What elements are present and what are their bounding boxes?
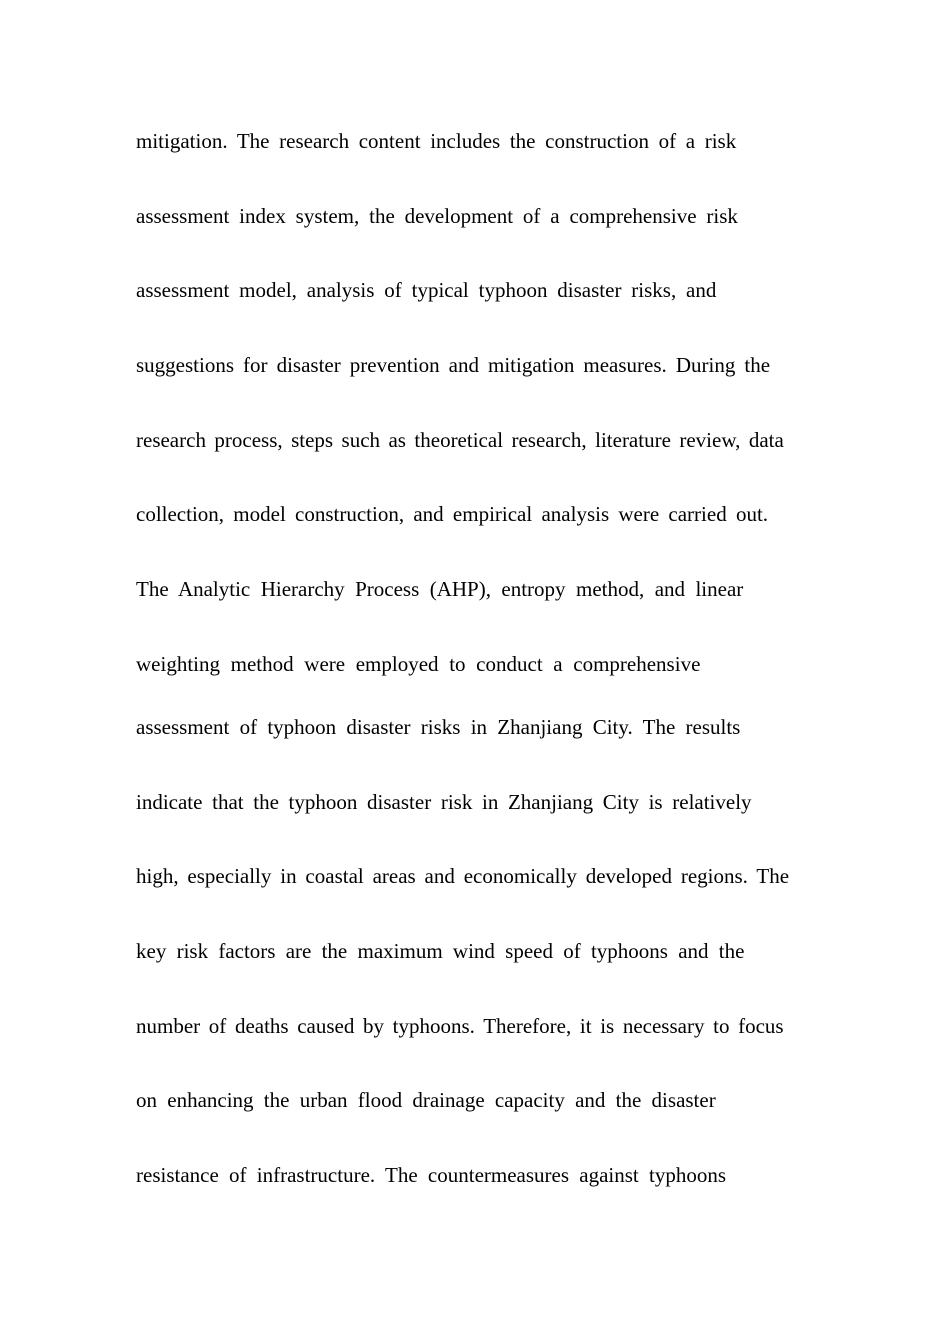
text-line: key risk factors are the maximum wind speed of typhoons and the [136,939,745,963]
text-line: assessment index system, the development of a comprehensive risk [136,204,738,228]
text-line: on enhancing the urban flood drainage capacity and the disaster [136,1088,716,1112]
text-line: number of deaths caused by typhoons. Therefore, it is necessary to focus [136,1014,784,1038]
text-line: research process, steps such as theoretical research, literature review, data [136,428,784,452]
text-line: high, especially in coastal areas and economically developed regions. The [136,864,790,888]
text-line: resistance of infrastructure. The countermeasures against typhoons [136,1163,727,1187]
text-line: indicate that the typhoon disaster risk in Zhanjiang City is relatively [136,790,752,814]
text-line: assessment model, analysis of typical typhoon disaster risks, and [136,278,717,302]
text-line: collection, model construction, and empirical analysis were carried out. [136,502,769,526]
text-line: The Analytic Hierarchy Process (AHP), entropy method, and linear [136,577,744,601]
text-line: suggestions for disaster prevention and mitigation measures. During the [136,353,771,377]
text-line: mitigation. The research content includes the construction of a risk [136,129,737,153]
text-line: weighting method were employed to conduct a comprehensive [136,652,701,676]
text-line: assessment of typhoon disaster risks in Zhanjiang City. The results [136,715,741,739]
